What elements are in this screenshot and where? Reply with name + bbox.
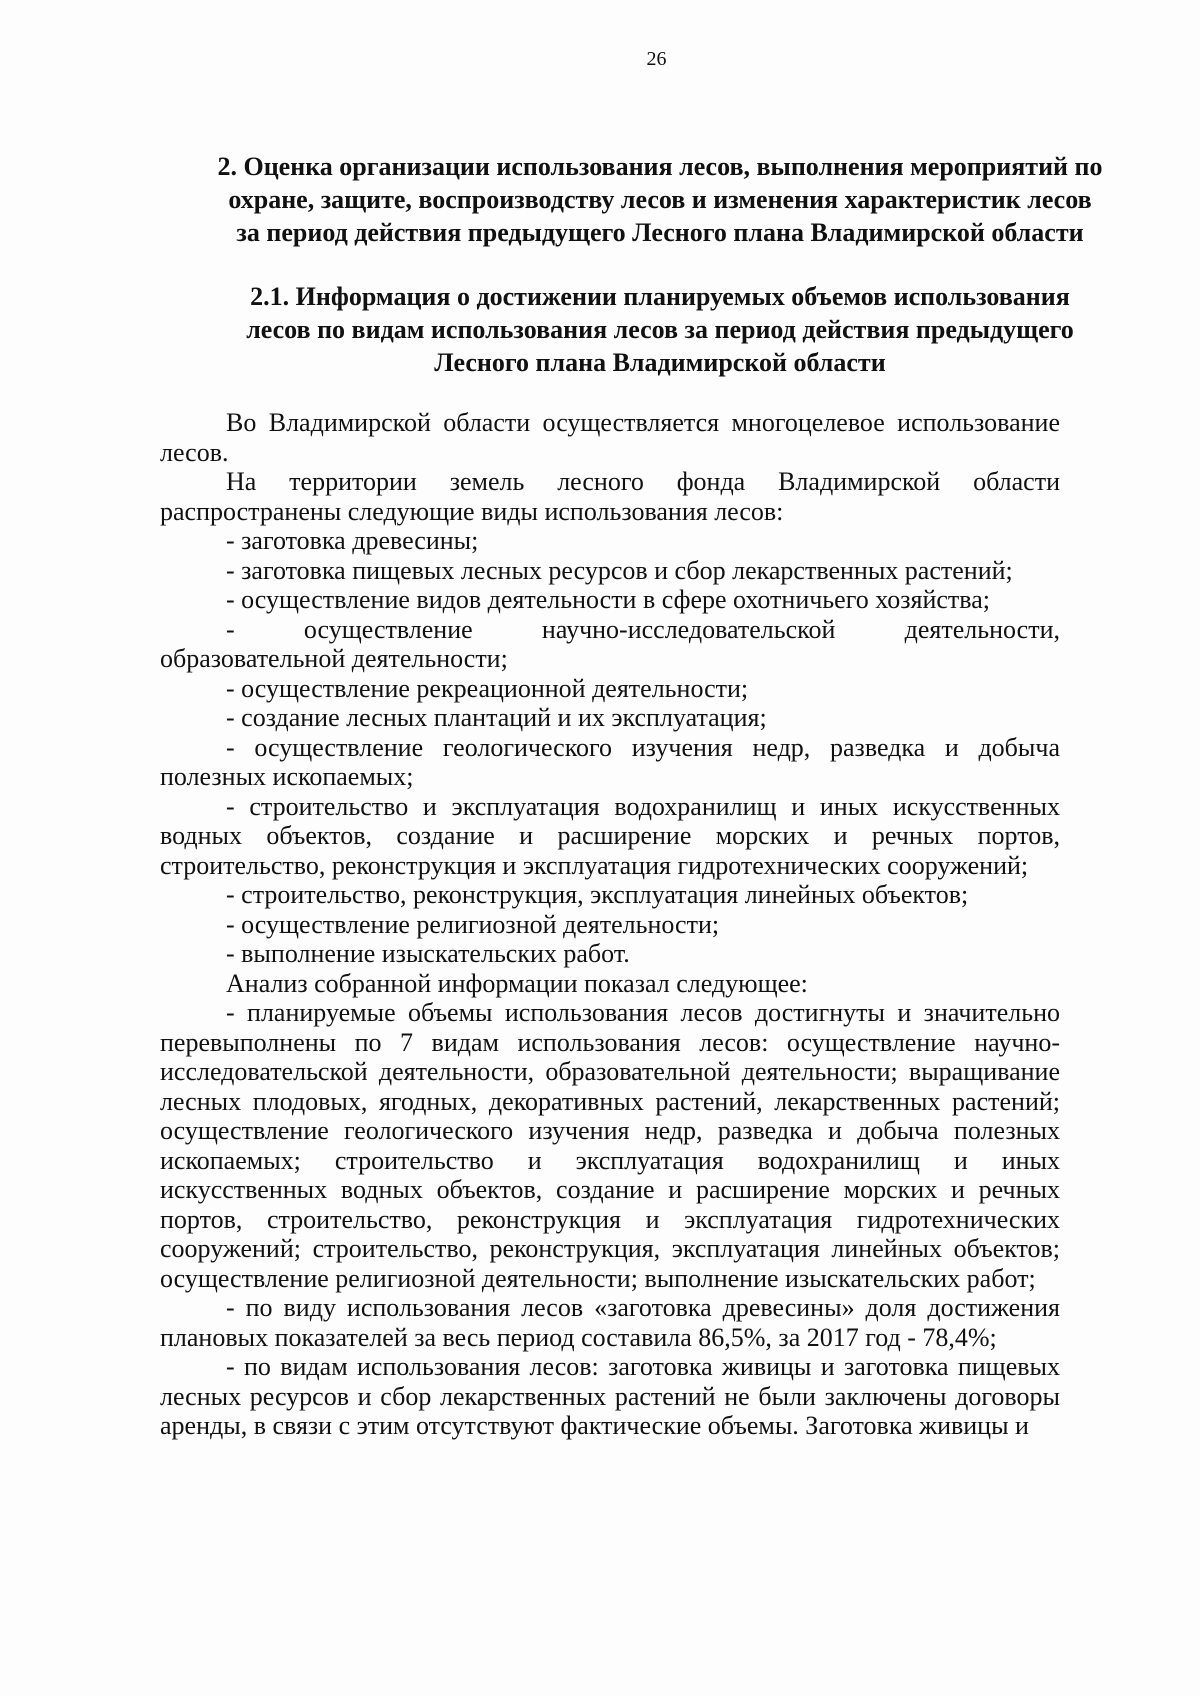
list-item: - создание лесных плантаций и их эксплуатация;	[226, 703, 767, 732]
subsection-heading-line: Лесного плана Владимирской области	[434, 348, 886, 377]
subsection-heading-line: 2.1. Информация о достижении планируемых объемов использования	[250, 282, 1070, 311]
section-heading-line: за период действия предыдущего Лесного плана Владимирской области	[236, 218, 1084, 247]
paragraph: Анализ собранной информации показал следующее:	[226, 968, 808, 998]
section-heading-line: охране, защите, воспроизводству лесов и изменения характеристик лесов	[228, 185, 1092, 214]
list-item: - заготовка древесины;	[226, 526, 479, 555]
list-item: - осуществление религиозной деятельности;	[226, 909, 720, 939]
list-item: - строительство и эксплуатация водохранилищ и иных искусственных водных объектов, создание и расширение морских и речных портов, строительство, реконструкция и эксплуатация гидротехнических сооружений;	[160, 791, 1060, 880]
list-item: - по видам использования лесов: заготовка живицы и заготовка пищевых лесных ресурсов и сбор лекарственных растений не были заключены договоры аренды, в связи с этим отсутствуют фактические объемы. Заготовка живицы и	[160, 1352, 1060, 1440]
list-item: - осуществление научно-исследовательской деятельности, образовательной деятельности;	[160, 614, 1060, 673]
list-item: - выполнение изыскательских работ.	[226, 939, 630, 968]
list-item: - осуществление видов деятельности в сфере охотничьего хозяйства;	[226, 585, 990, 614]
paragraph: На территории земель лесного фонда Владимирской области распространены следующие виды использования лесов:	[160, 467, 1060, 526]
subsection-heading-line: лесов по видам использования лесов за период действия предыдущего	[246, 315, 1074, 344]
body-text	[160, 408, 1060, 1441]
list-item: - осуществление геологического изучения недр, разведка и добыча полезных ископаемых;	[160, 732, 1060, 791]
list-item: - строительство, реконструкция, эксплуатация линейных объектов;	[226, 880, 969, 909]
list-item: - по виду использования лесов «заготовка древесины» доля достижения плановых показателей за весь период составила 86,5%, за 2017 год - 78,4%;	[160, 1293, 1060, 1352]
section-heading	[160, 150, 1160, 249]
section-heading-line: 2. Оценка организации использования лесов, выполнения мероприятий по	[217, 152, 1103, 181]
list-item: - осуществление рекреационной деятельности;	[226, 673, 749, 703]
page-number: 26	[646, 48, 667, 70]
paragraph: Во Владимирской области осуществляется многоцелевое использование лесов.	[160, 408, 1060, 467]
list-item: - планируемые объемы использования лесов достигнуты и значительно перевыполнены по 7 видам использования лесов: осуществление научно-исследовательской деятельности, образовательной деятельности; выращивание лесных плодовых, ягодных, декоративных растений, лекарственных растений; осуществление геологического изучения недр, разведка и добыча полезных ископаемых; строительство и эксплуатация водохранилищ и иных искусственных водных объектов, создание и расширение морских и речных портов, строительство, реконструкция и эксплуатация гидротехнических сооружений; строительство, реконструкция, эксплуатация линейных объектов; осуществление религиозной деятельности; выполнение изыскательских работ;	[160, 998, 1060, 1293]
subsection-heading	[160, 280, 1160, 379]
list-item: - заготовка пищевых лесных ресурсов и сбор лекарственных растений;	[226, 555, 1013, 585]
